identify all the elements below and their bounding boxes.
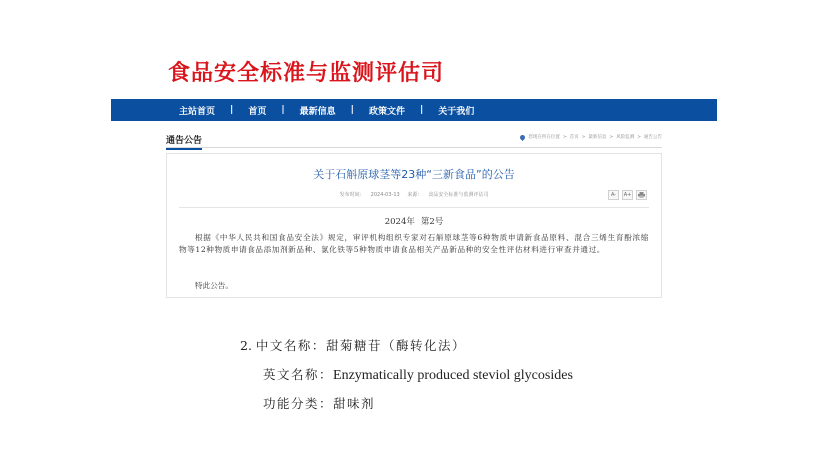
divider [179, 207, 649, 208]
published-date: 2024-03-13 [370, 192, 400, 198]
site-title: 食品安全标准与监测评估司 [168, 61, 445, 86]
main-nav [111, 99, 717, 121]
breadcrumb-sep: > [637, 134, 641, 140]
breadcrumb-sep: > [581, 134, 586, 140]
nav-item-about-us[interactable]: 关于我们 [438, 106, 475, 117]
detail-category-row [263, 394, 375, 412]
published-label: 发布时间： [339, 192, 365, 198]
document-number [167, 215, 661, 227]
nav-item-main-site-home[interactable]: 主站首页 [179, 106, 216, 117]
detail-cn-name-row [240, 336, 466, 354]
print-button[interactable] [636, 190, 647, 200]
nav-separator: | [419, 105, 424, 115]
nav-separator: | [350, 105, 354, 115]
detail-number: 2. [240, 338, 252, 353]
location-pin-icon [519, 133, 526, 140]
nav-item-home[interactable]: 首页 [248, 106, 267, 117]
nav-item-policy-docs[interactable]: 政策文件 [368, 106, 405, 117]
article-tools [608, 190, 647, 200]
nav-separator: | [281, 105, 285, 115]
en-name-value: Enzymatically produced steviol glycosides [333, 368, 573, 383]
font-increase-button[interactable]: A+ [623, 192, 632, 198]
breadcrumb-monitoring[interactable]: 风险监测 [616, 135, 635, 140]
breadcrumb-home[interactable]: 首页 [569, 135, 579, 140]
breadcrumb-sep: > [609, 134, 614, 140]
section-header [166, 130, 662, 148]
nav-item-latest-info[interactable]: 最新信息 [299, 106, 336, 117]
source-name: 食品安全标准与监测评估司 [428, 192, 489, 198]
article-closing: 特此公告。 [195, 281, 233, 290]
category-label: 功能分类： [263, 396, 334, 411]
article-meta [167, 191, 661, 198]
document-issue: 第2号 [420, 217, 444, 227]
article-body: 根据《中华人民共和国食品安全法》规定，审评机构组织专家对石斛原球茎等6种物质申请新食品原料、混合三烯生育酚浓缩物等12种物质申请食品添加剂新品种、氯化铁等5种物质申请食品相关产品新品种的安全性评估材料进行审查并通过。 [179, 233, 649, 254]
document-year: 2024年 [384, 217, 415, 227]
nav-separator: | [230, 105, 234, 115]
breadcrumb [520, 134, 662, 140]
en-name-label: 英文名称： [263, 367, 334, 382]
section-title: 通告公告 [166, 133, 202, 150]
breadcrumb-prefix: 您现在所在位置 [528, 135, 560, 140]
source-label: 来源： [407, 192, 423, 198]
category-value: 甜味剂 [333, 396, 376, 411]
font-decrease-button[interactable]: A- [608, 190, 619, 200]
breadcrumb-sep: > [562, 134, 567, 140]
printer-icon [638, 192, 645, 198]
breadcrumb-current: 通告公告 [644, 135, 662, 140]
cn-name-value: 甜菊糖苷（酶转化法） [325, 338, 466, 353]
breadcrumb-latest[interactable]: 最新信息 [588, 135, 607, 140]
cn-name-label: 中文名称： [255, 338, 326, 353]
article-panel [166, 153, 662, 298]
detail-en-name-row [263, 365, 573, 384]
article-title: 关于石斛原球茎等23种“三新食品”的公告 [313, 168, 515, 181]
